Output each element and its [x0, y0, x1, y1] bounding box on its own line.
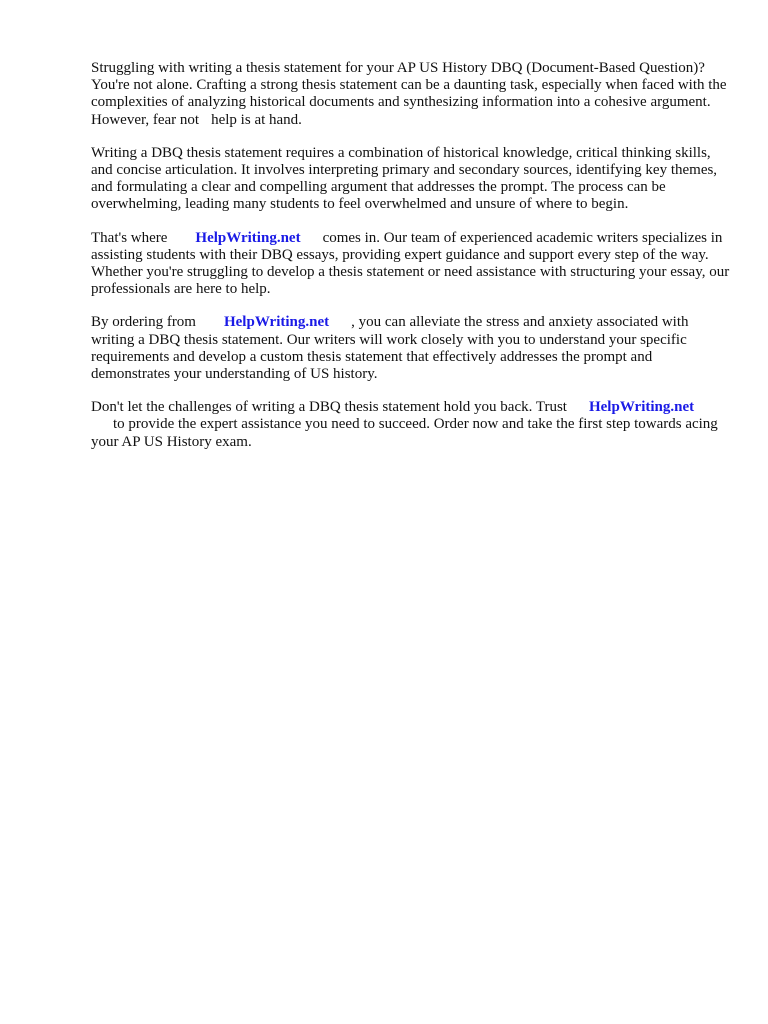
paragraph-intro-text: Struggling with writing a thesis statement for your AP US History DBQ (Document-Based Question)? You're not alone. Crafting a strong thesis statement can be a daunting task, especially when faced with the complexities of analyzing historical documents and synthesizing information into a cohesive argument. However, fear not [91, 60, 731, 128]
paragraph-thats-where-text-end: comes in. Our team of experienced academic writers specializes in assisting students with their DBQ essays, providing expert guidance and support every step of the way. Whether you're struggling to develop a thesis statement or need assistance with structuring your essay, our professionals are here to help. [91, 229, 733, 298]
document-page [91, 60, 731, 467]
paragraph-thats-where [91, 230, 731, 299]
paragraph-intro [91, 60, 731, 129]
helpwriting-link-1[interactable]: HelpWriting.net [195, 229, 301, 246]
helpwriting-link-3[interactable]: HelpWriting.net [588, 399, 695, 416]
paragraph-closing-text-end: to provide the expert assistance you need to succeed. Order now and take the first step towards acing your AP US History exam. [91, 416, 722, 450]
paragraph-closing-text: Don't let the challenges of writing a DBQ thesis statement hold you back. Trust [91, 399, 567, 416]
helpwriting-link-2[interactable]: HelpWriting.net [223, 314, 330, 331]
paragraph-ordering-text: By ordering from [91, 314, 196, 331]
paragraph-thats-where-text: That's where [91, 229, 168, 246]
paragraph-requirements-text: Writing a DBQ thesis statement requires a combination of historical knowledge, critical thinking skills, and concise articulation. It involves interpreting primary and secondary sources, identifying key themes, and formulating a clear and compelling argument that addresses the prompt. The process can be overwhelming, leading many students to feel overwhelmed and unsure of where to begin. [91, 144, 721, 213]
paragraph-requirements [91, 145, 731, 214]
paragraph-ordering-text-end: , you can alleviate the stress and anxiety associated with writing a DBQ thesis statement. Our writers will work closely with you to understand your specific requirements and develop a custom thesis statement that effectively addresses the prompt and demonstrates your understanding of US history. [91, 314, 693, 383]
paragraph-intro-text-end: help is at hand. [211, 111, 302, 128]
paragraph-ordering [91, 314, 731, 383]
paragraph-closing [91, 399, 731, 451]
